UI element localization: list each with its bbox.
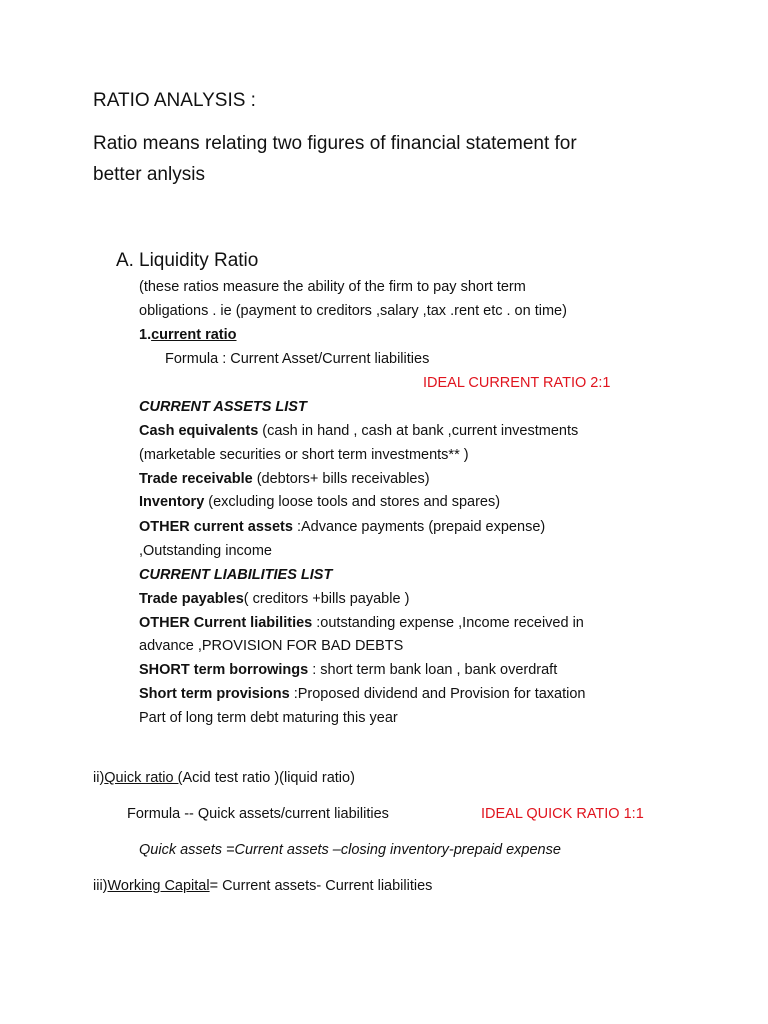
quick-assets-definition: Quick assets =Current assets –closing inventory-prepaid expense [139,842,561,858]
quick-ratio-formula: Formula -- Quick assets/current liabilities [127,806,389,822]
cash-equivalents-line: Cash equivalents (cash in hand , cash at bank ,current investments [139,423,579,439]
trade-receivable-line: Trade receivable (debtors+ bills receivables) [139,471,430,487]
current-ratio-num: 1. [139,327,152,343]
other-current-liabilities-cont: advance ,PROVISION FOR BAD DEBTS [139,638,404,654]
inventory-line: Inventory (excluding loose tools and stores and spares) [139,494,501,510]
section-a-heading: Liquidity Ratio [139,250,259,271]
document-title: RATIO ANALYSIS : [93,90,256,111]
cash-equivalents-cont: (marketable securities or short term investments** ) [139,447,469,463]
short-term-provisions-line: Short term provisions :Proposed dividend and Provision for taxation [139,686,586,702]
trade-payables-line: Trade payables( creditors +bills payable ) [139,591,410,607]
current-ratio-heading [139,327,237,343]
intro-line-1: Ratio means relating two figures of financial statement for [93,133,577,154]
intro-line-2: better anlysis [93,164,205,185]
long-term-debt-line: Part of long term debt maturing this year [139,710,398,726]
ideal-current-ratio: IDEAL CURRENT RATIO 2:1 [423,375,611,391]
current-ratio-label: current ratio [151,327,237,343]
other-current-assets-cont: ,Outstanding income [139,543,272,559]
other-current-liabilities-line: OTHER Current liabilities :outstanding expense ,Income received in [139,615,584,631]
assets-list-heading: CURRENT ASSETS LIST [139,399,307,415]
ideal-quick-ratio: IDEAL QUICK RATIO 1:1 [481,806,644,822]
current-ratio-formula: Formula : Current Asset/Current liabilities [165,351,430,367]
other-current-assets-line: OTHER current assets :Advance payments (prepaid expense) [139,519,546,535]
section-a-marker: A. [116,250,134,271]
liabilities-list-heading: CURRENT LIABILITIES LIST [139,567,333,583]
section-a-desc-2: obligations . ie (payment to creditors ,salary ,tax .rent etc . on time) [139,303,567,319]
working-capital-heading: iii)Working Capital= Current assets- Current liabilities [93,878,433,894]
short-term-borrowings-line: SHORT term borrowings : short term bank loan , bank overdraft [139,662,558,678]
quick-ratio-heading: ii)Quick ratio (Acid test ratio )(liquid ratio) [93,770,355,786]
section-a-desc-1: (these ratios measure the ability of the firm to pay short term [139,279,526,295]
